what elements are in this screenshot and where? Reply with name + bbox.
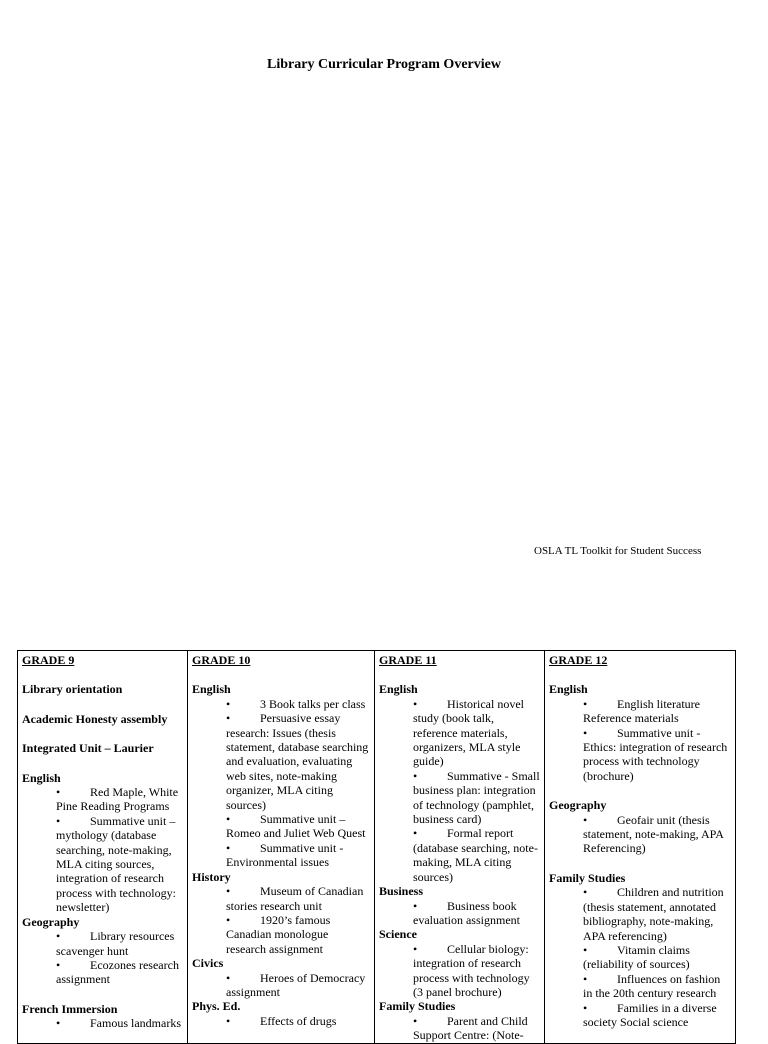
list-item bbox=[583, 697, 731, 726]
list-item bbox=[226, 711, 370, 812]
bullet-icon: • bbox=[226, 970, 231, 985]
standalone-activity: Academic Honesty assembly bbox=[22, 711, 168, 726]
subject-heading: Family Studies bbox=[549, 870, 626, 885]
bullet-icon: • bbox=[583, 885, 588, 900]
grade-heading: GRADE 10 bbox=[192, 653, 251, 667]
activity-list bbox=[22, 1016, 183, 1030]
bullet-icon: • bbox=[56, 957, 61, 972]
activity-list bbox=[379, 697, 540, 884]
list-item bbox=[56, 958, 183, 987]
activity-list bbox=[192, 1014, 370, 1028]
standalone-activity: Library orientation bbox=[22, 682, 123, 697]
grade-heading: GRADE 11 bbox=[379, 653, 437, 667]
list-item bbox=[226, 971, 370, 1000]
activity-text: Parent and Child Support Centre: (Note- bbox=[413, 1013, 528, 1043]
list-item bbox=[413, 769, 540, 827]
bullet-icon: • bbox=[583, 1000, 588, 1015]
bullet-icon: • bbox=[583, 725, 588, 740]
subject-heading: English bbox=[549, 682, 588, 697]
activity-text: Effects of drugs bbox=[260, 1013, 337, 1028]
bullet-icon: • bbox=[226, 711, 231, 726]
activity-text: Famous landmarks bbox=[90, 1016, 181, 1031]
list-item bbox=[56, 785, 183, 814]
activity-text: Summative unit – mythology (database searching, note-making, MLA citing sources, integration of research process with technology: newsletter) bbox=[56, 813, 176, 915]
list-item bbox=[583, 885, 731, 943]
activity-list bbox=[22, 929, 183, 987]
activity-list bbox=[549, 813, 731, 856]
subject-heading: Geography bbox=[22, 914, 80, 929]
list-item bbox=[226, 913, 370, 956]
activity-list bbox=[192, 971, 370, 1000]
bullet-icon: • bbox=[226, 1013, 231, 1028]
bullet-icon: • bbox=[583, 696, 588, 711]
grade-heading: GRADE 9 bbox=[22, 653, 75, 667]
list-item bbox=[56, 929, 183, 958]
bullet-icon: • bbox=[413, 898, 418, 913]
table-row bbox=[18, 651, 736, 1044]
list-item bbox=[413, 942, 540, 1000]
bullet-icon: • bbox=[226, 912, 231, 927]
list-item bbox=[583, 813, 731, 856]
subject-heading: Civics bbox=[192, 956, 224, 971]
list-item bbox=[226, 697, 370, 711]
footer-note: OSLA TL Toolkit for Student Success bbox=[534, 545, 702, 557]
bullet-icon: • bbox=[226, 840, 231, 855]
grade-11-column bbox=[375, 651, 545, 1044]
activity-text: Summative unit – Romeo and Juliet Web Quest bbox=[226, 812, 366, 841]
bullet-icon: • bbox=[583, 971, 588, 986]
activity-text: Geofair unit (thesis statement, note-making, APA Referencing) bbox=[583, 812, 724, 856]
activity-text: Summative - Small business plan: integration of technology (pamphlet, business card) bbox=[413, 768, 540, 827]
activity-list bbox=[192, 697, 370, 870]
list-item bbox=[413, 1014, 540, 1043]
list-item bbox=[583, 726, 731, 784]
activity-list bbox=[549, 697, 731, 783]
bullet-icon: • bbox=[226, 696, 231, 711]
subject-heading: Business bbox=[379, 884, 424, 899]
list-item bbox=[413, 697, 540, 769]
list-item bbox=[413, 899, 540, 928]
standalone-activity: Integrated Unit – Laurier bbox=[22, 741, 154, 756]
bullet-icon: • bbox=[583, 812, 588, 827]
list-item bbox=[226, 841, 370, 870]
grade-10-column bbox=[188, 651, 375, 1044]
list-item bbox=[583, 972, 731, 1001]
subject-heading: Geography bbox=[549, 798, 607, 813]
bullet-icon: • bbox=[56, 813, 61, 828]
subject-heading: English bbox=[22, 770, 61, 785]
activity-text: Ecozones research assignment bbox=[56, 957, 179, 987]
bullet-icon: • bbox=[56, 1016, 61, 1031]
bullet-icon: • bbox=[226, 884, 231, 899]
activity-text: Vitamin claims (reliability of sources) bbox=[583, 942, 690, 972]
activity-text: Summative unit - Ethics: integration of research process with technology (brochure) bbox=[583, 725, 728, 783]
activity-text: Red Maple, White Pine Reading Programs bbox=[56, 785, 179, 814]
bullet-icon: • bbox=[56, 929, 61, 944]
list-item bbox=[413, 826, 540, 884]
document-title: Library Curricular Program Overview bbox=[267, 57, 501, 72]
activity-text: Persuasive essay research: Issues (thesis statement, database searching and evaluation, evaluating web sites, note-making organizer, MLA citing sources) bbox=[226, 711, 369, 812]
list-item bbox=[226, 1014, 370, 1028]
list-item bbox=[583, 1001, 731, 1030]
activity-list bbox=[549, 885, 731, 1029]
list-item bbox=[56, 1016, 183, 1030]
activity-text: 3 Book talks per class bbox=[260, 696, 366, 711]
subject-heading: French Immersion bbox=[22, 1001, 118, 1016]
curriculum-table bbox=[17, 650, 736, 1044]
activity-list bbox=[192, 884, 370, 956]
grade-heading: GRADE 12 bbox=[549, 653, 608, 667]
activity-list bbox=[379, 899, 540, 928]
subject-heading: Phys. Ed. bbox=[192, 999, 241, 1014]
bullet-icon: • bbox=[413, 941, 418, 956]
subject-heading: Science bbox=[379, 927, 417, 942]
bullet-icon: • bbox=[413, 768, 418, 783]
activity-list bbox=[379, 1014, 540, 1043]
activity-text: Summative unit - Environmental issues bbox=[226, 840, 344, 870]
activity-text: Library resources scavenger hunt bbox=[56, 929, 175, 958]
subject-heading: English bbox=[379, 682, 418, 697]
activity-text: Influences on fashion in the 20th century research bbox=[583, 971, 721, 1001]
bullet-icon: • bbox=[413, 826, 418, 841]
activity-text: Historical novel study (book talk, reference materials, organizers, MLA style guide) bbox=[413, 696, 524, 769]
list-item bbox=[226, 884, 370, 913]
bullet-icon: • bbox=[413, 696, 418, 711]
activity-text: Formal report (database searching, note-making, MLA citing sources) bbox=[413, 826, 538, 884]
list-item bbox=[226, 812, 370, 841]
bullet-icon: • bbox=[583, 942, 588, 957]
subject-heading: History bbox=[192, 869, 231, 884]
activity-list bbox=[379, 942, 540, 1000]
list-item bbox=[583, 943, 731, 972]
subject-heading: English bbox=[192, 682, 231, 697]
bullet-icon: • bbox=[413, 1013, 418, 1028]
activity-text: Museum of Canadian stories research unit bbox=[226, 884, 364, 913]
bullet-icon: • bbox=[226, 812, 231, 827]
activity-text: Cellular biology: integration of research process with technology (3 panel brochure) bbox=[413, 941, 530, 999]
activity-text: 1920’s famous Canadian monologue research assignment bbox=[226, 912, 331, 956]
bullet-icon: • bbox=[56, 785, 61, 800]
activity-text: English literature Reference materials bbox=[583, 696, 700, 726]
activity-list bbox=[22, 785, 183, 915]
activity-text: Families in a diverse society Social science bbox=[583, 1000, 717, 1029]
activity-text: Children and nutrition (thesis statement, annotated bibliography, note-making, APA referencing) bbox=[583, 885, 724, 943]
subject-heading: Family Studies bbox=[379, 999, 456, 1014]
activity-text: Business book evaluation assignment bbox=[413, 898, 520, 927]
activity-text: Heroes of Democracy assignment bbox=[226, 970, 366, 999]
grade-12-column bbox=[545, 651, 736, 1044]
list-item bbox=[56, 814, 183, 915]
grade-9-column bbox=[18, 651, 188, 1044]
